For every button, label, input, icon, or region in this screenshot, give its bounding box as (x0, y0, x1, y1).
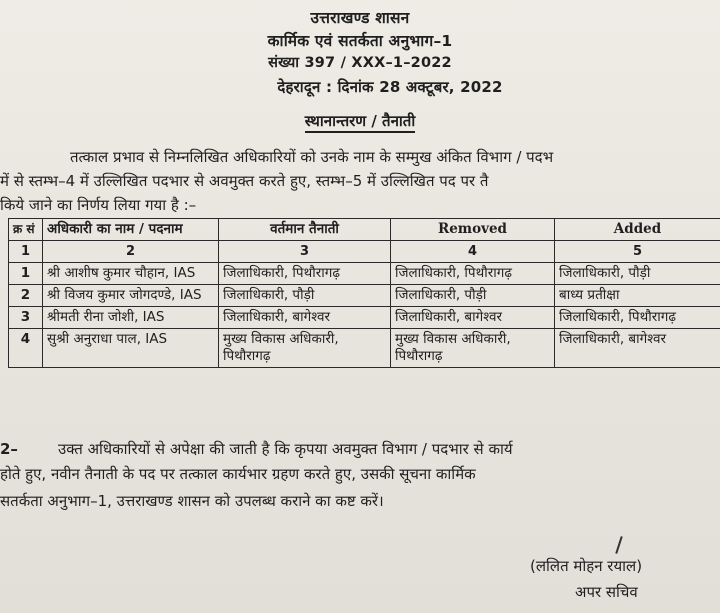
col-number: 4 (391, 241, 555, 263)
row-current-posting: मुख्य विकास अधिकारी, पिथौरागढ़ (219, 329, 391, 368)
para1-line3: किये जाने का निर्णय लिया गया है :– (0, 196, 197, 214)
order-date: देहरादून : दिनांक 28 अक्टूबर, 2022 (277, 78, 503, 96)
table-row (9, 285, 720, 307)
para2-line3: सतर्कता अनुभाग–1, उत्तराखण्ड शासन को उपलब्ध कराने का कष्ट करें। (0, 492, 384, 510)
row-removed: जिलाधिकारी, पौड़ी (391, 285, 555, 307)
row-sn: 3 (9, 307, 43, 329)
govt-name: उत्तराखण्ड शासन (310, 9, 410, 27)
row-added: जिलाधिकारी, पिथौरागढ़ (555, 307, 720, 329)
signatory-name: (ललित मोहन रयाल) (530, 557, 643, 575)
para1-line1: तत्काल प्रभाव से निम्नलिखित अधिकारियों को उनके नाम के सम्मुख अंकित विभाग / पदभ (70, 148, 554, 166)
para2-line1 (0, 437, 513, 461)
table-row (9, 263, 720, 285)
row-officer-name: श्रीमती रीना जोशी, IAS (43, 307, 219, 329)
row-added: जिलाधिकारी, बागेश्वर (555, 329, 720, 368)
row-removed: जिलाधिकारी, पिथौरागढ़ (391, 263, 555, 285)
col-number: 2 (43, 241, 219, 263)
subject-text: स्थानान्तरण / तैनाती (305, 112, 415, 133)
column-number-row (9, 241, 720, 263)
row-current-posting: जिलाधिकारी, पौड़ी (219, 285, 391, 307)
para2-number: 2– (0, 440, 18, 458)
row-officer-name: श्री विजय कुमार जोगदण्डे, IAS (43, 285, 219, 307)
header-added: Added (555, 219, 720, 241)
order-subject (0, 111, 720, 131)
col-number: 3 (219, 241, 391, 263)
para2-line1-text: उक्त अधिकारियों से अपेक्षा की जाती है कि कृपया अवमुक्त विभाग / पदभार से कार्य (58, 440, 513, 458)
row-current-posting: जिलाधिकारी, पिथौरागढ़ (219, 263, 391, 285)
para1-line2: में से स्तम्भ–4 में उल्लिखित पदभार से अवमुक्त करते हुए, स्तम्भ–5 में उल्लिखित पद पर तै (0, 172, 489, 190)
header-removed: Removed (391, 219, 555, 241)
table-row (9, 329, 720, 368)
row-sn: 1 (9, 263, 43, 285)
header-name: अधिकारी का नाम / पदनाम (43, 219, 219, 241)
signature-mark (615, 536, 622, 554)
row-added: बाध्य प्रतीक्षा (555, 285, 720, 307)
table-row (9, 307, 720, 329)
para2-line2: होते हुए, नवीन तैनाती के पद पर तत्काल कार्यभार ग्रहण करते हुए, उसकी सूचना कार्मिक (0, 465, 476, 483)
row-current-posting: जिलाधिकारी, बागेश्वर (219, 307, 391, 329)
department-name: कार्मिक एवं सतर्कता अनुभाग–1 (267, 32, 453, 50)
header-current: वर्तमान तैनाती (219, 219, 391, 241)
table-header-row (9, 219, 720, 241)
row-added: जिलाधिकारी, पौड़ी (555, 263, 720, 285)
row-removed: जिलाधिकारी, बागेश्वर (391, 307, 555, 329)
col-number: 1 (9, 241, 43, 263)
signatory-designation: अपर सचिव (575, 583, 638, 601)
row-sn: 4 (9, 329, 43, 368)
row-officer-name: श्री आशीष कुमार चौहान, IAS (43, 263, 219, 285)
row-officer-name: सुश्री अनुराधा पाल, IAS (43, 329, 219, 368)
row-sn: 2 (9, 285, 43, 307)
col-number: 5 (555, 241, 720, 263)
order-number: संख्या 397 / XXX–1–2022 (268, 55, 452, 71)
row-removed: मुख्य विकास अधिकारी, पिथौरागढ़ (391, 329, 555, 368)
transfer-table (8, 218, 720, 368)
header-sn: क्र सं (9, 219, 43, 241)
